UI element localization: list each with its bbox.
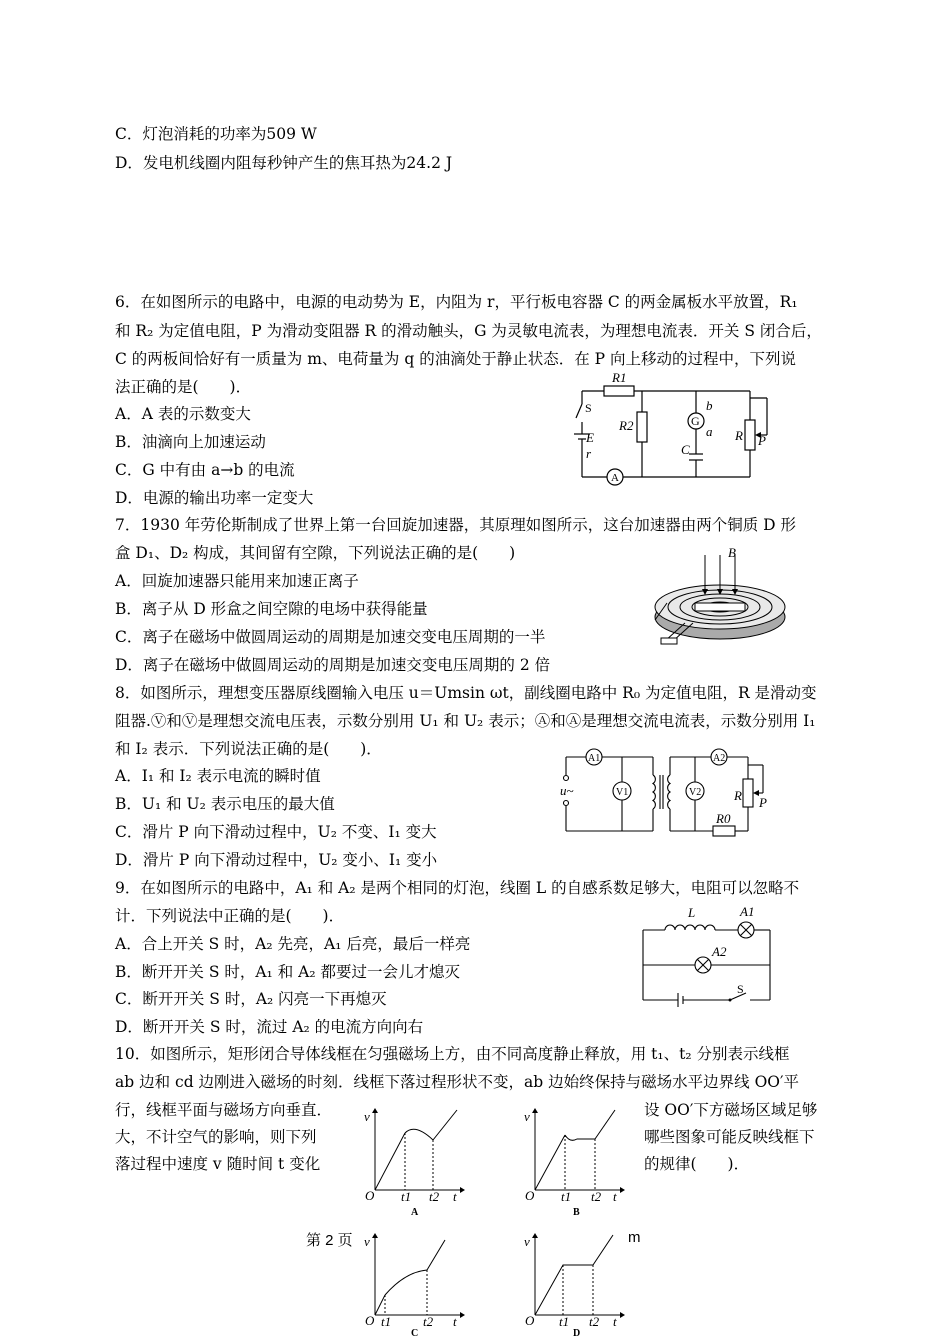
q10-graph-t-label: t (453, 1314, 457, 1329)
q10-stem-right: 的规律( )． (644, 1155, 750, 1173)
q6-b-label: b (706, 398, 713, 413)
footer-mark: m (628, 1229, 641, 1246)
q6-rheostat-label: R (735, 428, 743, 443)
q10-graph-caption: D (573, 1328, 581, 1339)
q6-s-label: S (585, 401, 592, 415)
q8-r-label: R (734, 788, 742, 803)
q6-circuit-diagram (570, 370, 790, 490)
q10-graph-t1-label: t1 (401, 1189, 412, 1204)
q10-graph-t2-label: t2 (429, 1189, 440, 1204)
q6-r2-label: R2 (619, 418, 634, 433)
q9-l-label: L (688, 905, 696, 920)
q6-g-label: G (691, 414, 700, 428)
q8-option-a: A．I₁ 和 I₂ 表示电流的瞬时值 (115, 767, 321, 785)
q10-graph-v-label: v (364, 1109, 370, 1124)
q8-stem-line: 阻器.Ⓥ和Ⓥ是理想交流电压表，示数分别用 U₁ 和 U₂ 表示；Ⓐ和Ⓐ是理想交流电流表，示数分别用 I₁ (115, 712, 816, 730)
q10-graph-v-label: v (524, 1109, 530, 1124)
q10-graph-o-label: O (365, 1313, 375, 1328)
q10-graph-t1-label: t1 (561, 1189, 572, 1204)
q6-option-a: A．A 表的示数变大 (115, 405, 251, 423)
q8-v2-label: V2 (689, 787, 702, 798)
q7-option-d: D．离子在磁场中做圆周运动的周期是加速交变电压周期的 2 倍 (115, 656, 551, 674)
q10-graph-a (355, 1105, 470, 1220)
q9-s-label: S (737, 982, 744, 996)
q10-graph-caption: A (411, 1207, 419, 1218)
q6-e-label: E (586, 430, 594, 445)
q10-graph-t2-label: t2 (591, 1189, 602, 1204)
page-number: 第 2 页 (306, 1232, 353, 1249)
q7-option-c: C．离子在磁场中做圆周运动的周期是加速交变电压周期的一半 (115, 628, 546, 646)
q10-stem-right: 哪些图象可能反映线框下 (644, 1128, 815, 1146)
q6-r-label: r (586, 446, 592, 461)
q8-u-label: u~ (560, 783, 574, 798)
q6-stem-line: 6．在如图所示的电路中，电源的电动势为 E，内阻为 r，平行板电容器 C 的两金属板水平放置，R₁ (115, 293, 798, 311)
q10-stem-left: 行，线框平面与磁场方向垂直． (115, 1101, 333, 1119)
q7-stem-line: 盒 D₁、D₂ 构成，其间留有空隙，下列说法正确的是( ) (115, 544, 516, 562)
q6-c-label: C (681, 442, 690, 457)
q10-stem-right: 设 OO′下方磁场区域足够 (644, 1101, 818, 1119)
q9-a1-label: A1 (740, 904, 755, 919)
q8-p-label: P (759, 795, 767, 810)
q6-stem-line: C 的两板间恰好有一质量为 m、电荷量为 q 的油滴处于静止状态．在 P 向上移动的过程中，下列说 (115, 350, 796, 368)
q9-stem-line: 计．下列说法中正确的是( )． (115, 907, 345, 925)
q10-graph-b (515, 1105, 630, 1220)
q9-option-c: C．断开开关 S 时，A₂ 闪亮一下再熄灭 (115, 990, 387, 1008)
q8-stem-line: 和 I₂ 表示．下列说法正确的是( )． (115, 740, 382, 758)
q10-stem-left: 大，不计空气的影响，则下列 (115, 1128, 317, 1146)
q8-a2-label: A2 (713, 753, 726, 764)
q10-graph-caption: B (573, 1207, 580, 1218)
q8-r0-label: R0 (716, 811, 731, 826)
q5-option-c: C．灯泡消耗的功率为509 W (115, 125, 317, 143)
q10-stem-line: ab 边和 cd 边刚进入磁场的时刻．线框下落过程形状不变，ab 边始终保持与磁场水平边界线 OO′平 (115, 1073, 800, 1091)
q8-option-d: D．滑片 P 向下滑动过程中，U₂ 变小、I₁ 变小 (115, 851, 438, 869)
q7-b-label: B (728, 545, 736, 560)
q10-graph-o-label: O (525, 1313, 535, 1328)
q8-v1-label: V1 (616, 787, 629, 798)
q10-graph-t-label: t (453, 1189, 457, 1204)
q6-option-d: D．电源的输出功率一定变大 (115, 489, 314, 507)
q8-option-c: C．滑片 P 向下滑动过程中，U₂ 不变、I₁ 变大 (115, 823, 437, 841)
q10-graph-t2-label: t2 (423, 1314, 434, 1329)
q10-graph-o-label: O (365, 1188, 375, 1203)
q8-a1-label: A1 (588, 753, 601, 764)
q7-cyclotron-diagram (645, 545, 795, 650)
q6-a-label: a (706, 424, 713, 439)
q10-stem-line: 10．如图所示，矩形闭合导体线框在匀强磁场上方，由不同高度静止释放，用 t₁、t₂ 分别表示线框 (115, 1045, 790, 1063)
q9-a2-label: A2 (712, 944, 727, 959)
q9-circuit-diagram (640, 905, 775, 1005)
q10-graph-v-label: v (364, 1234, 370, 1249)
q10-stem-left: 落过程中速度 v 随时间 t 变化 (115, 1155, 321, 1173)
q7-option-b: B．离子从 D 形盒之间空隙的电场中获得能量 (115, 600, 428, 618)
q10-graph-o-label: O (525, 1188, 535, 1203)
q9-option-d: D．断开开关 S 时，流过 A₂ 的电流方向向右 (115, 1018, 424, 1036)
q7-option-a: A．回旋加速器只能用来加速正离子 (115, 572, 359, 590)
q9-option-a: A．合上开关 S 时，A₂ 先亮，A₁ 后亮，最后一样亮 (115, 935, 471, 953)
q9-stem-line: 9．在如图所示的电路中，A₁ 和 A₂ 是两个相同的灯泡，线圈 L 的自感系数足够大，电阻可以忽略不 (115, 879, 800, 897)
q6-p-label: P (758, 433, 766, 448)
q10-graph-t1-label: t1 (381, 1314, 392, 1329)
q9-option-b: B．断开开关 S 时，A₁ 和 A₂ 都要过一会儿才熄灭 (115, 963, 460, 981)
q7-stem-line: 7．1930 年劳伦斯制成了世界上第一台回旋加速器，其原理如图所示，这台加速器由两个铜质 D 形 (115, 516, 797, 534)
q10-graph-t2-label: t2 (589, 1314, 600, 1329)
q6-ammeter-label: A (611, 472, 619, 484)
q6-option-c: C．G 中有由 a→b 的电流 (115, 461, 295, 479)
q10-graph-t-label: t (613, 1314, 617, 1329)
q10-graph-v-label: v (524, 1234, 530, 1249)
q6-option-b: B．油滴向上加速运动 (115, 433, 266, 451)
q10-graph-t1-label: t1 (559, 1314, 570, 1329)
q6-r1-label: R1 (612, 370, 627, 385)
q10-graph-d (515, 1230, 630, 1344)
q8-option-b: B．U₁ 和 U₂ 表示电压的最大值 (115, 795, 335, 813)
q8-transformer-diagram (560, 745, 785, 835)
q5-option-d: D．发电机线圈内阻每秒钟产生的焦耳热为24.2 J (115, 154, 453, 172)
q6-stem-line: 法正确的是( )． (115, 378, 252, 396)
q10-graph-c (355, 1230, 470, 1344)
q8-stem-line: 8．如图所示，理想变压器原线圈输入电压 u＝Umsin ωt，副线圈电路中 R₀ 为定值电阻，R 是滑动变 (115, 684, 817, 702)
q10-graph-t-label: t (613, 1189, 617, 1204)
q10-graph-caption: C (411, 1328, 419, 1339)
q6-stem-line: 和 R₂ 为定值电阻，P 为滑动变阻器 R 的滑动触头，G 为灵敏电流表，为理想电流表．开关 S 闭合后， (115, 322, 822, 340)
